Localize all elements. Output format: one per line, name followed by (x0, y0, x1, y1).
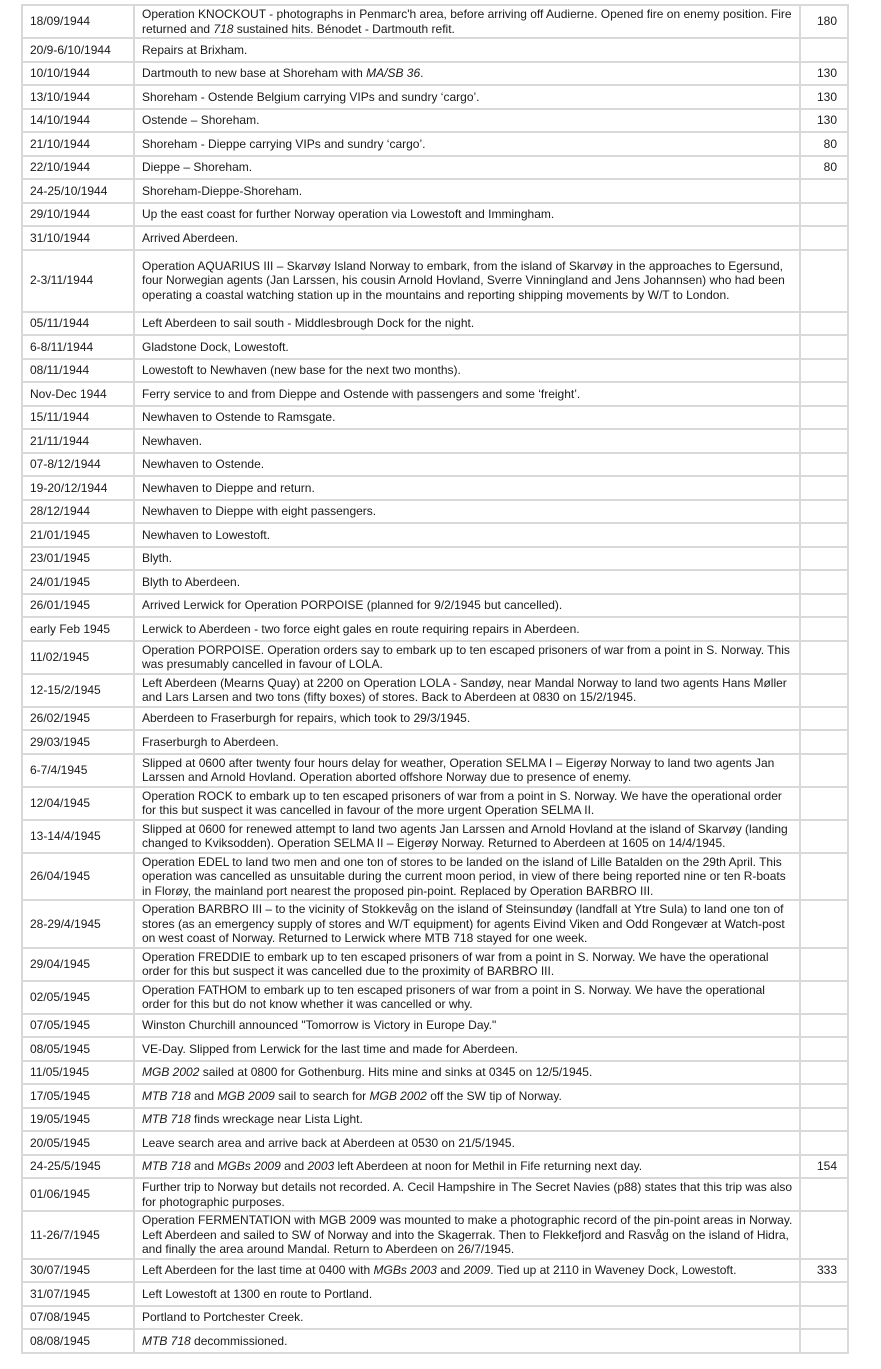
date-cell: 19-20/12/1944 (22, 476, 134, 500)
date-cell: 29/10/1944 (22, 203, 134, 227)
description-cell: Portland to Portchester Creek. (134, 1306, 800, 1330)
miles-cell (800, 203, 848, 227)
miles-cell (800, 406, 848, 430)
date-cell: 29/03/1945 (22, 730, 134, 754)
date-cell: 19/05/1945 (22, 1108, 134, 1132)
table-row (22, 109, 848, 133)
miles-cell: 180 (800, 5, 848, 38)
table-row (22, 1155, 848, 1179)
description-cell: Ostende – Shoreham. (134, 109, 800, 133)
date-cell: 15/11/1944 (22, 406, 134, 430)
table-row (22, 707, 848, 731)
miles-cell (800, 1329, 848, 1353)
table-row (22, 787, 848, 820)
miles-cell (800, 359, 848, 383)
miles-cell (800, 453, 848, 477)
miles-cell: 130 (800, 109, 848, 133)
table-row (22, 1259, 848, 1283)
description-cell: Newhaven to Dieppe with eight passengers. (134, 500, 800, 524)
date-cell: 08/05/1945 (22, 1037, 134, 1061)
table-row (22, 1178, 848, 1211)
date-cell: 17/05/1945 (22, 1084, 134, 1108)
table-row (22, 1037, 848, 1061)
description-cell: Newhaven to Dieppe and return. (134, 476, 800, 500)
miles-cell (800, 730, 848, 754)
miles-cell: 154 (800, 1155, 848, 1179)
miles-cell (800, 335, 848, 359)
table-row (22, 1306, 848, 1330)
description-cell: Operation PORPOISE. Operation orders say to embark up to ten escaped prisoners of war from a point in S. Norway. This was presumably cancelled in favour of LOLA. (134, 641, 800, 674)
description-cell: MTB 718 decommissioned. (134, 1329, 800, 1353)
date-cell: 23/01/1945 (22, 547, 134, 571)
description-cell: Newhaven to Ostende. (134, 453, 800, 477)
miles-cell (800, 312, 848, 336)
table-row (22, 523, 848, 547)
miles-cell (800, 250, 848, 312)
date-cell: 22/10/1944 (22, 156, 134, 180)
date-cell: 13/10/1944 (22, 85, 134, 109)
description-cell: Ferry service to and from Dieppe and Ostende with passengers and some ‘freight’. (134, 382, 800, 406)
description-cell: VE-Day. Slipped from Lerwick for the last time and made for Aberdeen. (134, 1037, 800, 1061)
date-cell: 12-15/2/1945 (22, 674, 134, 707)
table-row (22, 62, 848, 86)
table-row (22, 1061, 848, 1085)
table-row (22, 1329, 848, 1353)
table-row (22, 250, 848, 312)
miles-cell: 80 (800, 156, 848, 180)
miles-cell (800, 1306, 848, 1330)
description-cell: Dieppe – Shoreham. (134, 156, 800, 180)
miles-cell: 130 (800, 85, 848, 109)
description-cell: Winston Churchill announced "Tomorrow is Victory in Europe Day." (134, 1014, 800, 1038)
date-cell: 2-3/11/1944 (22, 250, 134, 312)
date-cell: 28/12/1944 (22, 500, 134, 524)
description-cell: Arrived Lerwick for Operation PORPOISE (planned for 9/2/1945 but cancelled). (134, 594, 800, 618)
table-row (22, 203, 848, 227)
date-cell: 13-14/4/1945 (22, 820, 134, 853)
table-row (22, 1108, 848, 1132)
table-row (22, 359, 848, 383)
miles-cell (800, 1084, 848, 1108)
miles-cell (800, 641, 848, 674)
date-cell: 12/04/1945 (22, 787, 134, 820)
description-cell: Left Aberdeen for the last time at 0400 with MGBs 2003 and 2009. Tied up at 2110 in Waveney Dock, Lowestoft. (134, 1259, 800, 1283)
table-row (22, 312, 848, 336)
date-cell: 24/01/1945 (22, 570, 134, 594)
table-row (22, 594, 848, 618)
miles-cell (800, 523, 848, 547)
table-row (22, 981, 848, 1014)
description-cell: Operation FERMENTATION with MGB 2009 was mounted to make a photographic record of the pin-point areas in Norway. Left Aberdeen and sailed to SW of Norway and into the Skagerrak. Then to Flekkefjord and Rasvåg on the island of Hidra, and finally the area around Mandal. Return to Aberdeen on 26/7/1945. (134, 1211, 800, 1259)
date-cell: 05/11/1944 (22, 312, 134, 336)
table-row (22, 5, 848, 38)
date-cell: 30/07/1945 (22, 1259, 134, 1283)
miles-cell (800, 382, 848, 406)
miles-cell (800, 1211, 848, 1259)
table-row (22, 500, 848, 524)
table-row (22, 900, 848, 948)
table-row (22, 1131, 848, 1155)
description-cell: Aberdeen to Fraserburgh for repairs, which took to 29/3/1945. (134, 707, 800, 731)
description-cell: Shoreham - Dieppe carrying VIPs and sundry ‘cargo’. (134, 132, 800, 156)
table-row (22, 38, 848, 62)
date-cell: 10/10/1944 (22, 62, 134, 86)
date-cell: 11/05/1945 (22, 1061, 134, 1085)
table-row (22, 406, 848, 430)
description-cell: Arrived Aberdeen. (134, 226, 800, 250)
miles-cell (800, 570, 848, 594)
miles-cell (800, 1131, 848, 1155)
description-cell: Operation BARBRO III – to the vicinity of Stokkevåg on the island of Steinsundøy (landfall at Ytre Sula) to land one ton of stores (as an emergency supply of stores and W/T equipment) for agents Eivind Viken and Odd Rongevær at Watch-post on west coast of Norway. Returned to Lerwick where MTB 718 stayed for one week. (134, 900, 800, 948)
table-row (22, 156, 848, 180)
miles-cell (800, 179, 848, 203)
miles-cell (800, 900, 848, 948)
description-cell: Lerwick to Aberdeen - two force eight gales en route requiring repairs in Aberdeen. (134, 617, 800, 641)
miles-cell (800, 707, 848, 731)
table-row (22, 754, 848, 787)
miles-cell (800, 1282, 848, 1306)
description-cell: Shoreham - Ostende Belgium carrying VIPs and sundry ‘cargo’. (134, 85, 800, 109)
table-row (22, 476, 848, 500)
description-cell: MTB 718 and MGB 2009 sail to search for MGB 2002 off the SW tip of Norway. (134, 1084, 800, 1108)
description-cell: Slipped at 0600 for renewed attempt to land two agents Jan Larssen and Arnold Hovland at the island of Skarvøy (landing changed to Kviksodden). Operation SELMA II – Eigerøy Norway. Returned to Aberdeen at 1605 on 14/4/1945. (134, 820, 800, 853)
description-cell: Lowestoft to Newhaven (new base for the next two months). (134, 359, 800, 383)
miles-cell (800, 500, 848, 524)
date-cell: 24-25/10/1944 (22, 179, 134, 203)
miles-cell (800, 226, 848, 250)
date-cell: 26/02/1945 (22, 707, 134, 731)
table-row (22, 226, 848, 250)
description-cell: Operation FREDDIE to embark up to ten escaped prisoners of war from a point in S. Norway. We have the operational order for this but suspect it was cancelled due to the proximity of BARBRO III. (134, 948, 800, 981)
miles-cell (800, 1014, 848, 1038)
date-cell: 02/05/1945 (22, 981, 134, 1014)
date-cell: 26/01/1945 (22, 594, 134, 618)
table-row (22, 1282, 848, 1306)
table-row (22, 730, 848, 754)
miles-cell: 80 (800, 132, 848, 156)
date-cell: 08/11/1944 (22, 359, 134, 383)
description-cell: Operation FATHOM to embark up to ten escaped prisoners of war from a point in S. Norway. We have the operational order for this but do not know whether it was cancelled or why. (134, 981, 800, 1014)
description-cell: Leave search area and arrive back at Aberdeen at 0530 on 21/5/1945. (134, 1131, 800, 1155)
description-cell: Dartmouth to new base at Shoreham with MA/SB 36. (134, 62, 800, 86)
date-cell: 01/06/1945 (22, 1178, 134, 1211)
table-row (22, 853, 848, 901)
date-cell: 11-26/7/1945 (22, 1211, 134, 1259)
date-cell: 28-29/4/1945 (22, 900, 134, 948)
date-cell: 6-7/4/1945 (22, 754, 134, 787)
table-row (22, 570, 848, 594)
table-row (22, 641, 848, 674)
description-cell: Operation AQUARIUS III – Skarvøy Island Norway to embark, from the island of Skarvøy in the approaches to Egersund, four Norwegian agents (Jan Larssen, his cousin Arnold Hovland, Sverre Vinningland and Jens Johannsen) who had been operating a coastal watching station up in the mountains and reporting shipping movements by W/T to London. (134, 250, 800, 312)
table-row (22, 547, 848, 571)
description-cell: MTB 718 and MGBs 2009 and 2003 left Aberdeen at noon for Methil in Fife returning next day. (134, 1155, 800, 1179)
miles-cell (800, 853, 848, 901)
table-row (22, 453, 848, 477)
date-cell: 18/09/1944 (22, 5, 134, 38)
miles-cell (800, 547, 848, 571)
date-cell: 31/10/1944 (22, 226, 134, 250)
miles-cell: 333 (800, 1259, 848, 1283)
table-row (22, 132, 848, 156)
table-row (22, 948, 848, 981)
description-cell: Operation KNOCKOUT - photographs in Penmarc'h area, before arriving off Audierne. Opened fire on enemy position. Fire returned and 718 sustained hits. Bénodet - Dartmouth refit. (134, 5, 800, 38)
description-cell: Gladstone Dock, Lowestoft. (134, 335, 800, 359)
date-cell: 21/10/1944 (22, 132, 134, 156)
date-cell: 11/02/1945 (22, 641, 134, 674)
table-row (22, 820, 848, 853)
miles-cell (800, 617, 848, 641)
date-cell: early Feb 1945 (22, 617, 134, 641)
table-row (22, 85, 848, 109)
miles-cell (800, 476, 848, 500)
description-cell: Operation ROCK to embark up to ten escaped prisoners of war from a point in S. Norway. We have the operational order for this but suspect it was cancelled in favour of the more urgent Operation SELMA II. (134, 787, 800, 820)
table-row (22, 1014, 848, 1038)
date-cell: 07-8/12/1944 (22, 453, 134, 477)
table-row (22, 179, 848, 203)
miles-cell (800, 429, 848, 453)
date-cell: 14/10/1944 (22, 109, 134, 133)
table-row (22, 429, 848, 453)
date-cell: 24-25/5/1945 (22, 1155, 134, 1179)
table-row (22, 674, 848, 707)
date-cell: 6-8/11/1944 (22, 335, 134, 359)
miles-cell (800, 594, 848, 618)
miles-cell (800, 948, 848, 981)
table-row (22, 382, 848, 406)
date-cell: 21/01/1945 (22, 523, 134, 547)
date-cell: 07/08/1945 (22, 1306, 134, 1330)
description-cell: Left Aberdeen (Mearns Quay) at 2200 on Operation LOLA - Sandøy, near Mandal Norway to land two agents Hans Møller and Lars Larsen and two tons (fifty boxes) of stores. Back to Aberdeen at 0830 on 15/2/1945. (134, 674, 800, 707)
description-cell: Newhaven. (134, 429, 800, 453)
miles-cell (800, 1061, 848, 1085)
description-cell: Repairs at Brixham. (134, 38, 800, 62)
date-cell: 20/9-6/10/1944 (22, 38, 134, 62)
date-cell: 21/11/1944 (22, 429, 134, 453)
description-cell: Left Aberdeen to sail south - Middlesbrough Dock for the night. (134, 312, 800, 336)
description-cell: Fraserburgh to Aberdeen. (134, 730, 800, 754)
date-cell: 29/04/1945 (22, 948, 134, 981)
description-cell: MTB 718 finds wreckage near Lista Light. (134, 1108, 800, 1132)
description-cell: Slipped at 0600 after twenty four hours delay for weather, Operation SELMA I – Eigerøy Norway to land two agents Jan Larssen and Arnold Hovland. Operation aborted offshore Norway due to presence of enemy. (134, 754, 800, 787)
description-cell: Operation EDEL to land two men and one ton of stores to be landed on the island of Lille Batalden on the 29th April. This operation was cancelled as unsuitable during the current moon period, in view of there being reported nine or ten R-boats in Florøy, the mainland port nearest the proposed pin-point. Replaced by Operation BARBRO III. (134, 853, 800, 901)
miles-cell (800, 1178, 848, 1211)
miles-cell (800, 981, 848, 1014)
miles-cell (800, 754, 848, 787)
description-cell: Further trip to Norway but details not recorded. A. Cecil Hampshire in The Secret Navies (p88) states that this trip was also for photographic purposes. (134, 1178, 800, 1211)
miles-cell (800, 674, 848, 707)
miles-cell (800, 1108, 848, 1132)
log-table-container (21, 4, 847, 1354)
description-cell: Blyth. (134, 547, 800, 571)
table-row (22, 1211, 848, 1259)
description-cell: Up the east coast for further Norway operation via Lowestoft and Immingham. (134, 203, 800, 227)
description-cell: Newhaven to Lowestoft. (134, 523, 800, 547)
description-cell: Shoreham-Dieppe-Shoreham. (134, 179, 800, 203)
vessel-log-table (21, 4, 849, 1354)
date-cell: 07/05/1945 (22, 1014, 134, 1038)
miles-cell: 130 (800, 62, 848, 86)
miles-cell (800, 787, 848, 820)
date-cell: 31/07/1945 (22, 1282, 134, 1306)
table-row (22, 335, 848, 359)
miles-cell (800, 1037, 848, 1061)
date-cell: 20/05/1945 (22, 1131, 134, 1155)
date-cell: 26/04/1945 (22, 853, 134, 901)
miles-cell (800, 820, 848, 853)
date-cell: Nov-Dec 1944 (22, 382, 134, 406)
table-row (22, 1084, 848, 1108)
table-row (22, 617, 848, 641)
description-cell: Blyth to Aberdeen. (134, 570, 800, 594)
description-cell: Newhaven to Ostende to Ramsgate. (134, 406, 800, 430)
description-cell: MGB 2002 sailed at 0800 for Gothenburg. Hits mine and sinks at 0345 on 12/5/1945. (134, 1061, 800, 1085)
log-table-body (22, 5, 848, 1353)
miles-cell (800, 38, 848, 62)
date-cell: 08/08/1945 (22, 1329, 134, 1353)
description-cell: Left Lowestoft at 1300 en route to Portland. (134, 1282, 800, 1306)
